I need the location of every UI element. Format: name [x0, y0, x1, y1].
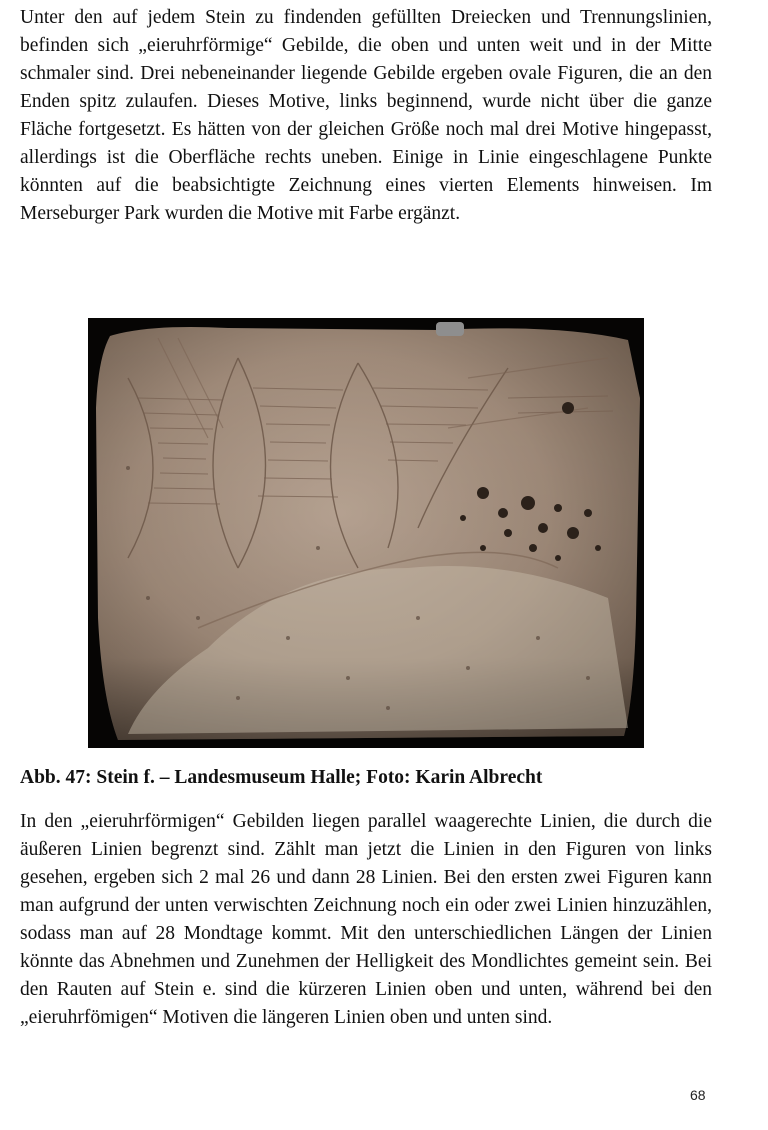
- body-paragraph-bottom: In den „eieruhrförmigen“ Gebilden liegen parallel waagerechte Linien, die durch die äußeren Linien begrenzt sind. Zählt man jetzt die Linien in den Figuren von links gesehen, ergeben sich 2 mal 26 und dann 28 Linien. Bei den ersten zwei Figuren kann man aufgrund der unten verwischten Zeichnung noch ein oder zwei Linien hinzuzählen, sodass man auf 28 Mondtage kommt. Mit den unterschiedlichen Längen der Linien könnte das Abnehmen und Zunehmen der Helligkeit des Mondlichtes gemeint sein. Bei den Rauten auf Stein e. sind die kürzeren Linien oben und unten, während bei den „eieruhrfömigen“ Motiven die längeren Linien oben und unten sind.: [20, 811, 712, 1028]
- stone-photo-illustration: [88, 318, 644, 748]
- page-number: 68: [690, 1087, 706, 1103]
- figure-caption: Abb. 47: Stein f. – Landesmuseum Halle; Foto: Karin Albrecht: [20, 767, 543, 788]
- body-paragraph-top: Unter den auf jedem Stein zu findenden gefüllten Dreiecken und Trennungslinien, befinden sich „eieruhrförmige“ Gebilde, die oben und unten weit und in der Mitte schmaler sind. Drei nebeneinander liegende Gebilde ergeben ovale Figuren, die an den Enden spitz zulaufen. Dieses Motive, links beginnend, wurde nicht über die ganze Fläche fortgesetzt. Es hätten von der gleichen Größe noch mal drei Motive hingepasst, allerdings ist die Oberfläche rechts uneben. Einige in Linie eingeschlagene Punkte könnten auf die beabsichtigte Zeichnung eines vierten Elements hinweisen. Im Merseburger Park wurden die Motive mit Farbe ergänzt.: [20, 7, 712, 224]
- stone-photo: [88, 318, 644, 748]
